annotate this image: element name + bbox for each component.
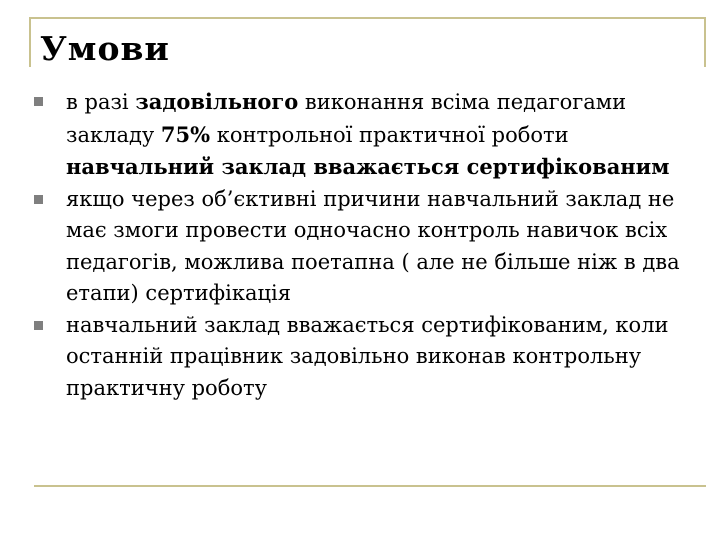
frame-right-line	[704, 17, 706, 67]
square-bullet-icon	[34, 321, 43, 330]
bullet-text-part: контрольної практичної роботи	[210, 122, 569, 147]
frame-top-line	[29, 17, 706, 19]
bullet-text-part: виконання всіма педагогами закладу	[66, 90, 627, 147]
square-bullet-icon	[34, 97, 43, 106]
slide-title: Умови	[40, 29, 170, 68]
bullet-item	[34, 310, 704, 405]
square-bullet-icon	[34, 195, 43, 204]
bullet-text-part-bold: задовільного	[135, 89, 299, 114]
bullet-item	[34, 184, 704, 310]
bullet-text-part-bold: навчальний заклад вважається сертифікованим	[66, 154, 670, 179]
bullet-list	[34, 86, 704, 404]
frame-left-line	[29, 17, 31, 67]
bullet-text-part: навчальний заклад вважається сертифікованим, коли останній працівник задовільно виконав контрольну практичну роботу	[66, 312, 669, 400]
bullet-text-part: якщо через об’єктивні причини навчальний заклад не має змоги провести одночасно контроль навичок всіх педагогів, можлива поетапна ( але не більше ніж в два етапи) сертифікація	[66, 186, 680, 305]
bullet-text-part-bold: 75%	[160, 121, 211, 147]
bullet-item	[34, 86, 704, 184]
bullet-text-part: в разі	[66, 90, 136, 114]
frame-bottom-line	[34, 485, 706, 487]
